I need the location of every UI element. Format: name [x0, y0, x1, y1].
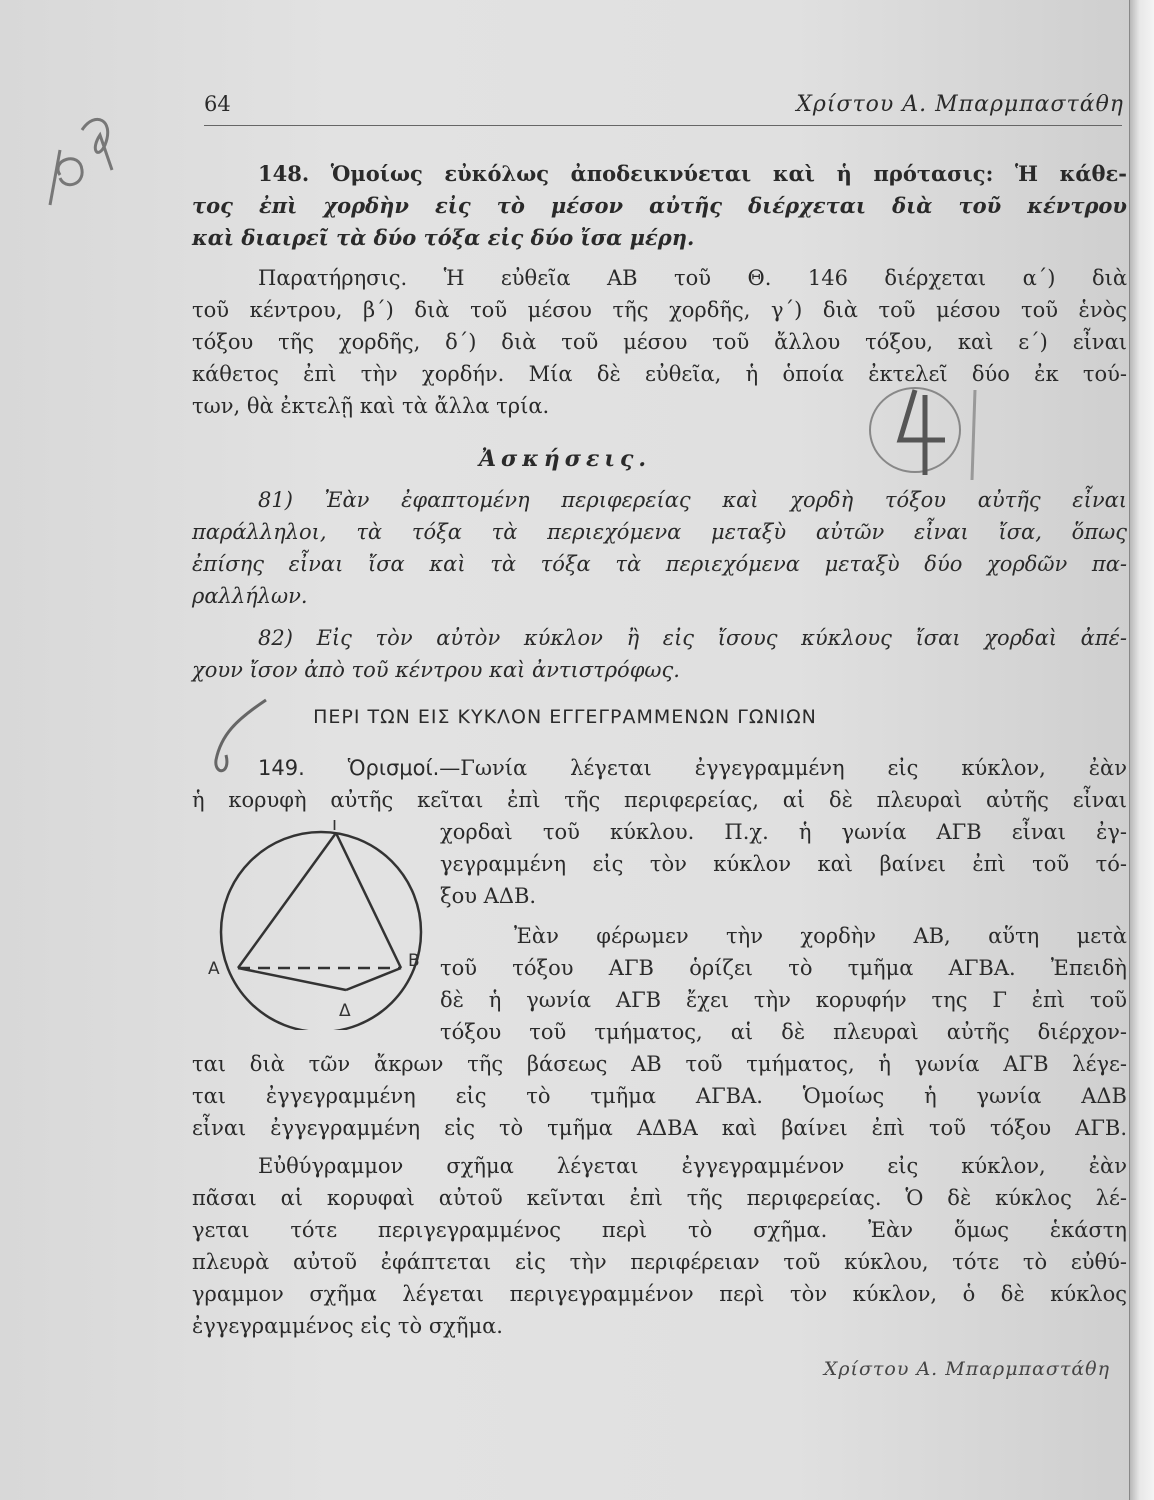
text-line: ξου ΑΔΒ. — [440, 884, 537, 908]
page-edge — [1129, 0, 1154, 1500]
paragraph-148 — [192, 158, 1127, 254]
section-number: 149. — [258, 756, 305, 780]
label-gamma: Γ — [332, 820, 342, 835]
definitions-label: Ὁρισμοί. — [347, 756, 440, 780]
running-head: Χρίστου Α. Μπαρμπαστάθη — [796, 92, 1124, 117]
paragraph-149b-beside — [440, 920, 1127, 1048]
text-line: χουν ἴσον ἀπὸ τοῦ κέντρου καὶ ἀντιστρόφως. — [192, 658, 680, 682]
page-footer: Χρίστου Α. Μπαρμπαστάθη — [823, 1358, 1110, 1380]
text-line: Εὐθύγραμμον σχῆμα λέγεται ἐγγεγραμμένον εἰς κύκλον, ἐὰν — [258, 1154, 1127, 1178]
exercise-82 — [192, 622, 1127, 686]
text-line: τοῦ τόξου ΑΓΒ ὁρίζει τὸ τμῆμα ΑΓΒΑ. Ἐπειδὴ — [440, 956, 1127, 980]
paragraph-149b-full — [192, 1048, 1127, 1144]
label-beta: Β — [408, 951, 420, 971]
text-line: γραμμον σχῆμα λέγεται περιγεγραμμένον περὶ τὸν κύκλον, ὁ δὲ κύκλος — [192, 1282, 1127, 1306]
text-line: δὲ ἡ γωνία ΑΓΒ ἔχει τὴν κορυφήν της Γ ἐπὶ τοῦ — [440, 988, 1127, 1012]
exercises-heading: Ἀσκήσεις. — [478, 446, 652, 472]
chord-ad — [238, 968, 346, 990]
text-line: καὶ διαιρεῖ τὰ δύο τόξα εἰς δύο ἴσα μέρη. — [192, 225, 695, 250]
handwritten-margin-note-icon — [20, 90, 130, 210]
text-line: των, θὰ ἐκτελῇ καὶ τὰ ἄλλα τρία. — [192, 394, 550, 418]
section-title: ΠΕΡΙ ΤΩΝ ΕΙΣ ΚΥΚΛΟΝ ΕΓΓΕΓΡΑΜΜΕΝΩΝ ΓΩΝΙΩΝ — [313, 706, 817, 728]
text-line: ται ἐγγεγραμμένη εἰς τὸ τμῆμα ΑΓΒΑ. Ὁμοίως ἡ γωνία ΑΔΒ — [192, 1084, 1127, 1108]
text-line: τόξου τῆς χορδῆς, δ΄) διὰ τοῦ μέσου τοῦ ἄλλου τόξου, καὶ ε΄) εἶναι — [192, 330, 1127, 354]
exercise-81 — [192, 484, 1127, 612]
text-line — [192, 752, 1127, 784]
text-line: πλευρὰ αὐτοῦ ἐφάπτεται εἰς τὴν περιφέρειαν τοῦ κύκλου, τότε τὸ εὐθύ- — [192, 1250, 1127, 1274]
text-line: τόξου τοῦ τμήματος, αἱ δὲ πλευραὶ αὐτῆς διέρχον- — [440, 1020, 1127, 1044]
text-line: τοῦ κέντρου, β΄) διὰ τοῦ μέσου τῆς χορδῆς, γ΄) διὰ τοῦ μέσου τοῦ ἑνὸς — [192, 298, 1127, 322]
paragraph-149-beside — [440, 816, 1127, 912]
text-line: Παρατήρησις. Ἡ εὐθεῖα ΑΒ τοῦ Θ. 146 διέρχεται α΄) διὰ — [258, 266, 1127, 290]
text-line: τος ἐπὶ χορδὴν εἰς τὸ μέσον αὐτῆς διέρχεται διὰ τοῦ κέντρου — [192, 193, 1127, 218]
label-alpha: Α — [208, 959, 220, 979]
page-number: 64 — [204, 92, 231, 116]
text-line: χορδαὶ τοῦ κύκλου. Π.χ. ἡ γωνία ΑΓΒ εἶναι ἐγ- — [440, 820, 1127, 844]
text-line: πᾶσαι αἱ κορυφαὶ αὐτοῦ κεῖνται ἐπὶ τῆς περιφερείας. Ὁ δὲ κύκλος λέ- — [192, 1186, 1127, 1210]
text-line: Ἐὰν φέρωμεν τὴν χορδὴν ΑΒ, αὕτη μετὰ — [514, 924, 1127, 948]
text-line: γεται τότε περιγεγραμμένος περὶ τὸ σχῆμα. Ἐὰν ὅμως ἑκάστη — [192, 1218, 1127, 1242]
text-run: —Γωνία λέγεται ἐγγεγραμμένη εἰς κύκλον, ἐὰν — [439, 756, 1127, 780]
inscribed-angle-figure — [196, 820, 436, 1030]
circle — [221, 832, 421, 1030]
header-rule — [204, 125, 1122, 126]
chord-db — [346, 968, 401, 990]
chord-ag — [238, 833, 336, 968]
text-line: ἡ κορυφὴ αὐτῆς κεῖται ἐπὶ τῆς περιφερείας, αἱ δὲ πλευραὶ αὐτῆς εἶναι — [192, 788, 1127, 812]
text-line: ἐπίσης εἶναι ἴσα καὶ τὰ τόξα τὰ περιεχόμενα μεταξὺ δύο χορδῶν πα- — [192, 552, 1127, 576]
text-line: κάθετος ἐπὶ τὴν χορδήν. Μία δὲ εὐθεῖα, ἡ ὁποία ἐκτελεῖ δύο ἐκ τού- — [192, 362, 1127, 386]
text-line: παράλληλοι, τὰ τόξα τὰ περιεχόμενα μεταξὺ αὐτῶν εἶναι ἴσα, ὅπως — [192, 520, 1127, 544]
text-line: 148. Ὁμοίως εὐκόλως ἀποδεικνύεται καὶ ἡ πρότασις: Ἡ κάθε- — [258, 161, 1127, 186]
page-header — [204, 92, 1124, 122]
chord-gb — [336, 833, 401, 968]
text-line: γεγραμμένη εἰς τὸν κύκλον καὶ βαίνει ἐπὶ τοῦ τό- — [440, 852, 1127, 876]
text-line: 82) Εἰς τὸν αὐτὸν κύκλον ἢ εἰς ἴσους κύκλους ἴσαι χορδαὶ ἀπέ- — [258, 626, 1127, 650]
text-line: 81) Ἐὰν ἐφαπτομένη περιφερείας καὶ χορδὴ τόξου αὐτῆς εἶναι — [258, 488, 1127, 512]
text-line: ραλλήλων. — [192, 584, 308, 608]
text-line: εἶναι ἐγγεγραμμένη εἰς τὸ τμῆμα ΑΔΒΑ καὶ βαίνει ἐπὶ τοῦ τόξου ΑΓΒ. — [192, 1116, 1127, 1140]
text-line: ἐγγεγραμμένος εἰς τὸ σχῆμα. — [192, 1314, 503, 1338]
paragraph-149 — [192, 752, 1127, 816]
label-delta: Δ — [339, 1001, 351, 1021]
circle-diagram — [196, 820, 436, 1030]
pencil-scribble-icon — [860, 380, 1000, 490]
text-line: ται διὰ τῶν ἄκρων τῆς βάσεως ΑΒ τοῦ τμήματος, ἡ γωνία ΑΓΒ λέγε- — [192, 1052, 1127, 1076]
paragraph-149c — [192, 1150, 1127, 1342]
